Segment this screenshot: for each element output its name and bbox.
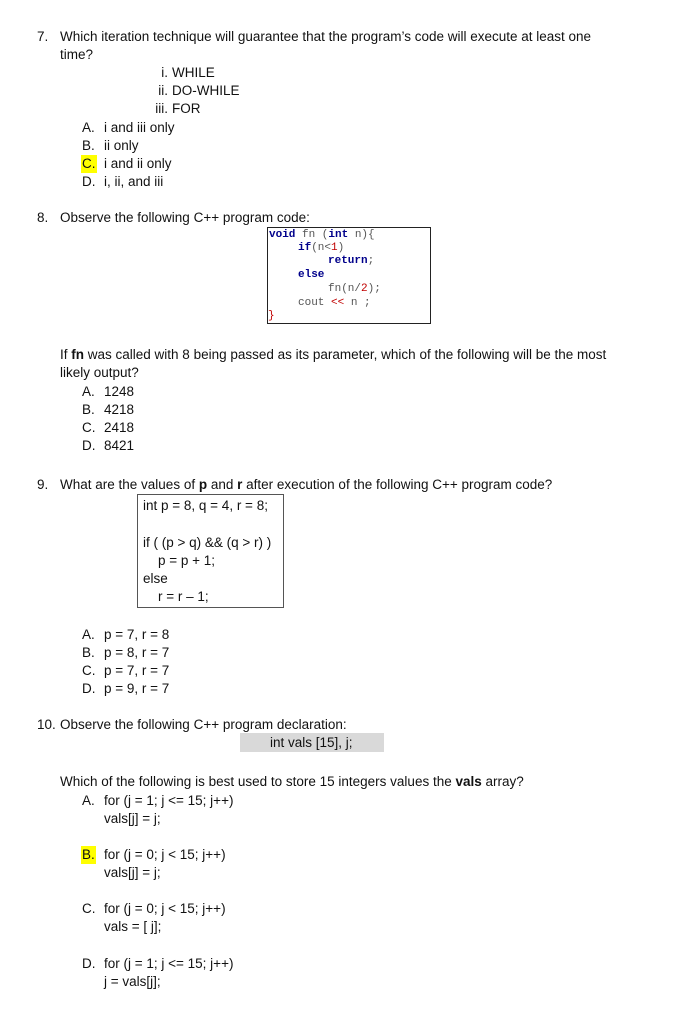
- q7-stem-line1: Which iteration technique will guarantee that the program’s code will execute at least one: [60, 29, 592, 44]
- q8-code-line: if(n<1): [298, 242, 345, 254]
- q8-question-line1: If fn was called with 8 being passed as its parameter, which of the following will be the most: [60, 347, 607, 362]
- q8-code-line: void fn (int n){: [269, 229, 375, 241]
- q8-stem: Observe the following C++ program code:: [60, 210, 310, 225]
- q8-code-close-brace: }: [268, 310, 275, 322]
- q9-option-letter: C.: [82, 663, 96, 678]
- q10-option-letter: A.: [82, 793, 95, 808]
- q7-option-text: i and ii only: [104, 156, 172, 171]
- q10-option-line2: vals[j] = j;: [104, 865, 161, 880]
- q7-option-letter: D.: [82, 174, 96, 189]
- q10-option-letter: C.: [82, 901, 96, 916]
- q9-option-letter: B.: [82, 645, 95, 660]
- q7-option-text: i and iii only: [104, 120, 175, 135]
- q8-code-line: return;: [328, 255, 375, 267]
- q10-option-line1: for (j = 1; j <= 15; j++): [104, 793, 234, 808]
- q7-number: 7.: [37, 29, 49, 44]
- q9-option-letter: A.: [82, 627, 95, 642]
- q7-option-letter-highlighted: C.: [82, 156, 96, 171]
- q10-option-line1: for (j = 1; j <= 15; j++): [104, 956, 234, 971]
- q9-option-text: p = 8, r = 7: [104, 645, 170, 660]
- q9-option-letter: D.: [82, 681, 96, 696]
- q10-question: Which of the following is best used to store 15 integers values the vals array?: [60, 774, 524, 789]
- q10-option-line2: vals[j] = j;: [104, 811, 161, 826]
- q7-option-letter: A.: [82, 120, 95, 135]
- q7-item-numeral: ii.: [158, 83, 168, 98]
- q9-code-line: if ( (p > q) && (q > r) ): [143, 535, 272, 550]
- q8-option-letter: C.: [82, 420, 96, 435]
- q8-option-text: 1248: [104, 384, 135, 399]
- q8-option-text: 2418: [104, 420, 135, 435]
- q9-code-line: p = p + 1;: [158, 553, 216, 568]
- q8-code-line: else: [298, 269, 325, 281]
- q8-option-letter: D.: [82, 438, 96, 453]
- q7-item-text: DO-WHILE: [172, 83, 240, 98]
- q10-option-line2: vals = [ j];: [104, 919, 162, 934]
- q10-option-line1: for (j = 0; j < 15; j++): [104, 901, 226, 916]
- q9-option-text: p = 7, r = 8: [104, 627, 170, 642]
- q8-code-line: fn(n/2);: [328, 283, 381, 295]
- q8-option-text: 4218: [104, 402, 135, 417]
- q8-code-line: cout << n ;: [298, 297, 371, 309]
- q9-option-text: p = 7, r = 7: [104, 663, 170, 678]
- q8-option-text: 8421: [104, 438, 135, 453]
- q9-option-text: p = 9, r = 7: [104, 681, 170, 696]
- q9-code-line: r = r – 1;: [158, 589, 209, 604]
- q10-option-line2: j = vals[j];: [104, 974, 161, 989]
- q7-stem-line2: time?: [60, 47, 94, 62]
- q7-item-numeral: iii.: [155, 101, 168, 116]
- q9-stem: What are the values of p and r after execution of the following C++ program code?: [60, 477, 553, 492]
- q8-option-letter: A.: [82, 384, 95, 399]
- q10-stem: Observe the following C++ program declaration:: [60, 717, 347, 732]
- q10-option-letter-highlighted: B.: [82, 847, 95, 862]
- q7-item-text: WHILE: [172, 65, 215, 80]
- q9-number: 9.: [37, 477, 49, 492]
- q8-question-line2: likely output?: [60, 365, 139, 380]
- q10-option-letter: D.: [82, 956, 96, 971]
- q7-option-text: i, ii, and iii: [104, 174, 164, 189]
- q7-item-text: FOR: [172, 101, 201, 116]
- q7-option-letter: B.: [82, 138, 95, 153]
- q7-item-numeral: i.: [161, 65, 168, 80]
- q9-code-line: else: [143, 571, 168, 586]
- q8-number: 8.: [37, 210, 49, 225]
- q10-declaration: int vals [15], j;: [270, 735, 353, 750]
- q8-option-letter: B.: [82, 402, 95, 417]
- q10-option-line1: for (j = 0; j < 15; j++): [104, 847, 226, 862]
- q7-option-text: ii only: [104, 138, 139, 153]
- q10-number: 10.: [37, 717, 56, 732]
- q9-code-line: int p = 8, q = 4, r = 8;: [143, 498, 268, 513]
